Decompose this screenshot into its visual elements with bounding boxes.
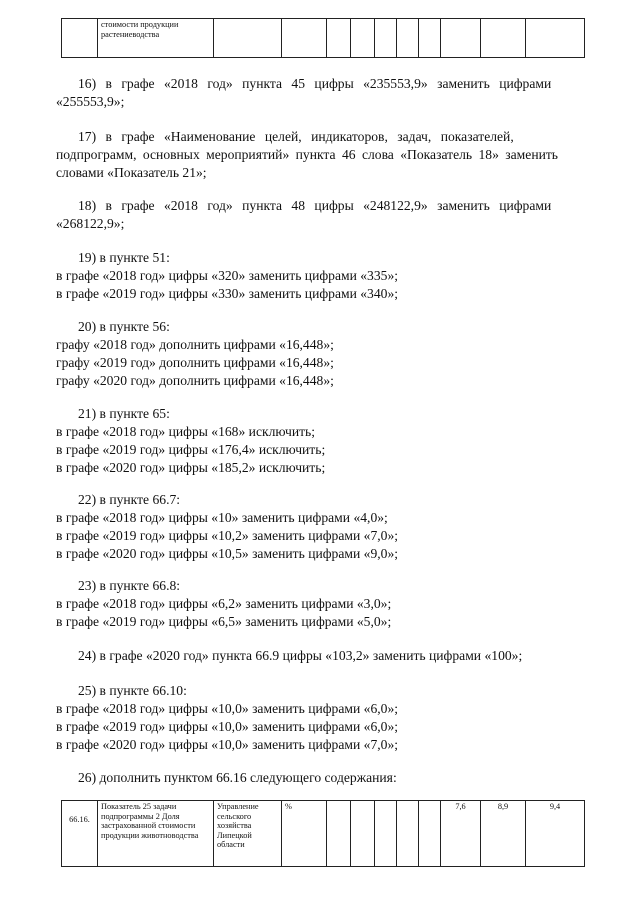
text-line: 22) в пункте 66.7: bbox=[78, 492, 181, 507]
indicator-name-cell: Показатель 25 задачи подпрограммы 2 Доля застрахованной стоимости продукции животноводства bbox=[98, 801, 214, 867]
table-cell bbox=[397, 801, 419, 867]
table-cell bbox=[375, 19, 397, 58]
paragraph-17 bbox=[56, 128, 602, 182]
table-cell bbox=[441, 19, 481, 58]
table-cell bbox=[62, 19, 98, 58]
table-cell bbox=[327, 801, 351, 867]
table-cell bbox=[282, 19, 327, 58]
table-cell bbox=[419, 19, 441, 58]
text-line: 17) в графе «Наименование целей, индикаторов, задач, показателей, bbox=[78, 129, 514, 144]
text-line: в графе «2018 год» цифры «168» исключить; bbox=[56, 424, 316, 439]
table-cell bbox=[327, 19, 351, 58]
text-line: в графе «2018 год» цифры «6,2» заменить цифрами «3,0»; bbox=[56, 596, 392, 611]
text-line: 25) в пункте 66.10: bbox=[78, 683, 187, 698]
paragraph-24 bbox=[56, 647, 602, 665]
text-line: в графе «2018 год» цифры «320» заменить цифрами «335»; bbox=[56, 268, 399, 283]
paragraph-26 bbox=[56, 769, 602, 787]
text-line: в графе «2019 год» цифры «330» заменить цифрами «340»; bbox=[56, 286, 399, 301]
table-row bbox=[62, 801, 585, 867]
paragraph-25 bbox=[56, 682, 602, 754]
text-line: в графе «2020 год» цифры «185,2» исключить; bbox=[56, 460, 326, 475]
text-line: 24) в графе «2020 год» пункта 66.9 цифры «103,2» заменить цифрами «100»; bbox=[78, 648, 523, 663]
table-cell bbox=[351, 801, 375, 867]
paragraph-16 bbox=[56, 75, 602, 111]
value-2019-cell: 8,9 bbox=[481, 801, 526, 867]
text-line: в графе «2019 год» цифры «6,5» заменить цифрами «5,0»; bbox=[56, 614, 392, 629]
text-line: в графе «2018 год» цифры «10,0» заменить цифрами «6,0»; bbox=[56, 701, 399, 716]
text-line: в графе «2020 год» цифры «10,0» заменить цифрами «7,0»; bbox=[56, 737, 399, 752]
unit-cell: % bbox=[282, 801, 327, 867]
row-number-cell: 66.16. bbox=[62, 801, 98, 867]
table-row bbox=[62, 19, 585, 58]
text-line: «255553,9»; bbox=[56, 94, 125, 109]
text-line: 26) дополнить пунктом 66.16 следующего содержания: bbox=[78, 770, 397, 785]
text-line: графу «2018 год» дополнить цифрами «16,448»; bbox=[56, 337, 334, 352]
text-line: графу «2020 год» дополнить цифрами «16,448»; bbox=[56, 373, 334, 388]
text-line: словами «Показатель 21»; bbox=[56, 165, 207, 180]
text-line: в графе «2019 год» цифры «10,2» заменить цифрами «7,0»; bbox=[56, 528, 399, 543]
table-cell bbox=[351, 19, 375, 58]
text-line: в графе «2019 год» цифры «10,0» заменить цифрами «6,0»; bbox=[56, 719, 399, 734]
text-line: графу «2019 год» дополнить цифрами «16,448»; bbox=[56, 355, 334, 370]
value-2020-cell: 9,4 bbox=[526, 801, 585, 867]
table-cell bbox=[481, 19, 526, 58]
paragraph-19 bbox=[56, 249, 602, 303]
table-cell bbox=[214, 19, 282, 58]
paragraph-22 bbox=[56, 491, 602, 563]
responsible-cell: Управление сельского хозяйства Липецкой области bbox=[214, 801, 282, 867]
text-line: в графе «2020 год» цифры «10,5» заменить цифрами «9,0»; bbox=[56, 546, 399, 561]
text-line: «268122,9»; bbox=[56, 216, 125, 231]
text-line: в графе «2018 год» цифры «10» заменить цифрами «4,0»; bbox=[56, 510, 388, 525]
top-table bbox=[61, 18, 585, 58]
text-line: 23) в пункте 66.8: bbox=[78, 578, 181, 593]
text-line: 21) в пункте 65: bbox=[78, 406, 170, 421]
table-cell bbox=[526, 19, 585, 58]
paragraph-20 bbox=[56, 318, 602, 390]
paragraph-21 bbox=[56, 405, 602, 477]
value-2018-cell: 7,6 bbox=[441, 801, 481, 867]
paragraph-23 bbox=[56, 577, 602, 631]
table-cell bbox=[397, 19, 419, 58]
bottom-table bbox=[61, 800, 585, 867]
text-line: 18) в графе «2018 год» пункта 48 цифры «248122,9» заменить цифрами bbox=[78, 198, 552, 213]
text-line: 20) в пункте 56: bbox=[78, 319, 170, 334]
paragraph-18 bbox=[56, 197, 602, 233]
table-cell: стоимости продукции растениеводства bbox=[98, 19, 214, 58]
text-line: подпрограмм, основных мероприятий» пункта 46 слова «Показатель 18» заменить bbox=[56, 147, 559, 162]
text-line: 19) в пункте 51: bbox=[78, 250, 170, 265]
table-cell bbox=[375, 801, 397, 867]
text-line: 16) в графе «2018 год» пункта 45 цифры «235553,9» заменить цифрами bbox=[78, 76, 552, 91]
table-cell bbox=[419, 801, 441, 867]
text-line: в графе «2019 год» цифры «176,4» исключить; bbox=[56, 442, 326, 457]
